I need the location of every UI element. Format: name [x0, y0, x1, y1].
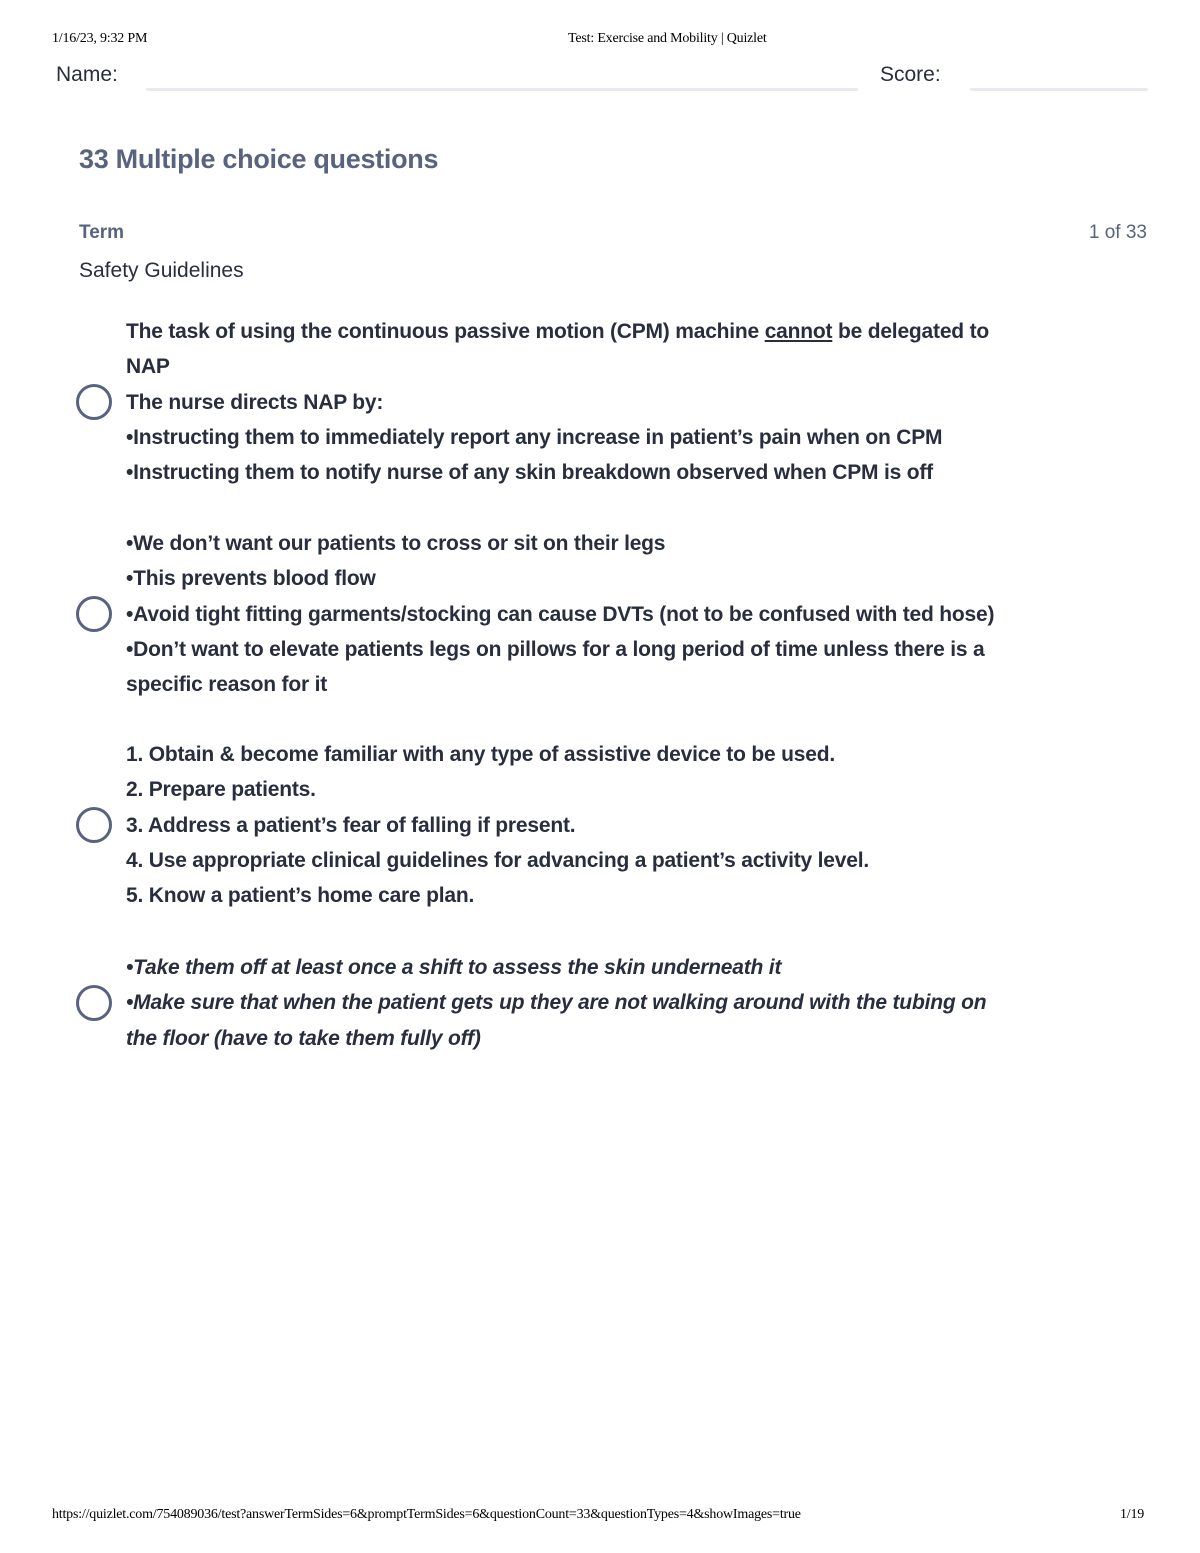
radio-button-icon[interactable]: [76, 384, 112, 420]
answer-option-3[interactable]: [76, 737, 1136, 913]
option-line: NAP: [126, 355, 170, 379]
radio-button-icon[interactable]: [76, 807, 112, 843]
option-line: •Don’t want to elevate patients legs on pillows for a long period of time unless there is a: [126, 637, 985, 661]
score-field[interactable]: [970, 88, 1148, 91]
option-line: 2. Prepare patients.: [126, 778, 316, 802]
term-label: Term: [79, 222, 125, 243]
option-text-segment: The task of using the continuous passive motion (CPM) machine: [126, 320, 765, 343]
option-line: the floor (have to take them fully off): [126, 1026, 481, 1050]
answer-option-4[interactable]: [76, 950, 1136, 1056]
answer-option-1[interactable]: [76, 314, 1136, 490]
option-line: •Instructing them to immediately report any increase in patient’s pain when on CPM: [126, 425, 943, 449]
option-line: The nurse directs NAP by:: [126, 390, 384, 414]
print-date: 1/16/23, 9:32 PM: [52, 31, 148, 46]
answer-option-text: [126, 737, 869, 913]
option-line: •We don’t want our patients to cross or sit on their legs: [126, 532, 666, 555]
option-line: •Avoid tight fitting garments/stocking can cause DVTs (not to be confused with ted hose): [126, 602, 995, 626]
option-line: 1. Obtain & become familiar with any type of assistive device to be used.: [126, 743, 835, 766]
answer-option-text: [126, 526, 994, 702]
option-line: 4. Use appropriate clinical guidelines for advancing a patient’s activity level.: [126, 848, 869, 872]
answer-option-text: [126, 314, 989, 490]
option-text-segment: be delegated to: [832, 320, 989, 343]
radio-button-icon[interactable]: [76, 596, 112, 632]
section-title: 33 Multiple choice questions: [79, 144, 439, 174]
name-score-row: [56, 60, 1148, 96]
name-label: Name:: [56, 63, 118, 86]
option-line: •This prevents blood flow: [126, 567, 376, 591]
answer-option-text: [126, 950, 986, 1056]
option-line: 3. Address a patient’s fear of falling if present.: [126, 813, 576, 837]
option-line: •Take them off at least once a shift to assess the skin underneath it: [126, 956, 782, 979]
question-counter: 1 of 33: [1088, 222, 1147, 243]
radio-button-icon[interactable]: [76, 985, 112, 1021]
emphasis-text: cannot: [764, 320, 833, 343]
option-line: specific reason for it: [126, 673, 327, 697]
term-text: Safety Guidelines: [79, 259, 244, 282]
option-line: 5. Know a patient’s home care plan.: [126, 884, 475, 908]
print-page-title: Test: Exercise and Mobility | Quizlet: [568, 31, 767, 46]
print-page-number: 1/19: [1120, 1507, 1145, 1522]
score-label: Score:: [880, 63, 941, 86]
answer-option-2[interactable]: [76, 526, 1136, 702]
option-line: •Make sure that when the patient gets up they are not walking around with the tubing on: [126, 991, 987, 1015]
option-line: [126, 314, 989, 349]
option-line: •Instructing them to notify nurse of any skin breakdown observed when CPM is off: [126, 461, 933, 485]
name-field[interactable]: [146, 88, 858, 91]
print-url: https://quizlet.com/754089036/test?answerTermSides=6&promptTermSides=6&questionCount=33&questionTypes=4&showImages=true: [52, 1507, 801, 1522]
